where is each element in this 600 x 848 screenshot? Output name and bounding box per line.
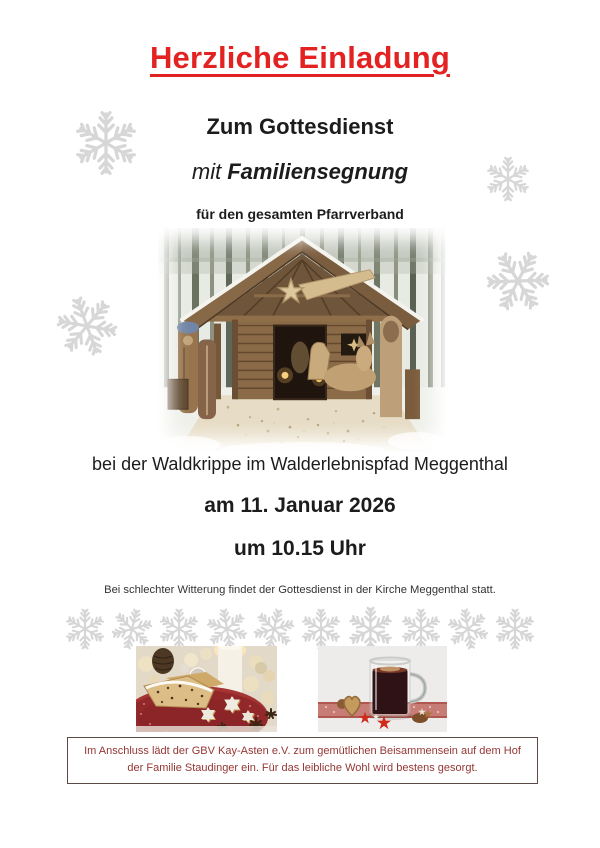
snowflake-icon — [494, 608, 536, 650]
waldkrippe-illustration — [158, 228, 446, 451]
subtitle-pfarrverband: für den gesamten Pfarrverband — [196, 206, 404, 222]
waldkrippe-photo — [158, 228, 446, 451]
weather-note: Bei schlechter Witterung findet der Gottesdienst in der Kirche Meggenthal statt. — [104, 584, 496, 596]
gluehwein-illustration — [318, 646, 447, 732]
subtitle-prefix: mit — [191, 159, 222, 184]
snowflake-row — [64, 607, 536, 651]
snowflake-icon — [300, 608, 342, 650]
subtitle-familiensegnung — [0, 159, 600, 185]
snowflake-icon — [475, 238, 562, 325]
subtitle-gottesdienst: Zum Gottesdienst — [206, 114, 394, 139]
snowflake-icon — [443, 605, 492, 654]
gluehwein-photo — [318, 646, 447, 732]
subtitle-emphasis: Familiensegnung — [227, 159, 409, 184]
footer-note-box — [67, 737, 538, 784]
snowflake-icon — [64, 608, 106, 650]
stollen-photo — [136, 646, 277, 732]
snowflake-icon — [47, 286, 126, 365]
page-title-text: Herzliche Einladung — [149, 40, 451, 75]
footer-note-text: Im Anschluss lädt der GBV Kay-Asten e.V. zum gemütlichen Beisammensein auf dem Hof der Familie Staudinger ein. Für das leibliche Wohl wird bestens gesorgt. — [84, 745, 521, 775]
snowflake-icon — [400, 608, 442, 650]
time-line: um 10.15 Uhr — [234, 537, 366, 560]
stollen-illustration — [136, 646, 277, 732]
location-line: bei der Waldkrippe im Walderlebnispfad Meggenthal — [92, 454, 508, 474]
page-title — [0, 40, 600, 76]
snowflake-icon — [158, 608, 200, 650]
date-line: am 11. Januar 2026 — [204, 494, 396, 517]
